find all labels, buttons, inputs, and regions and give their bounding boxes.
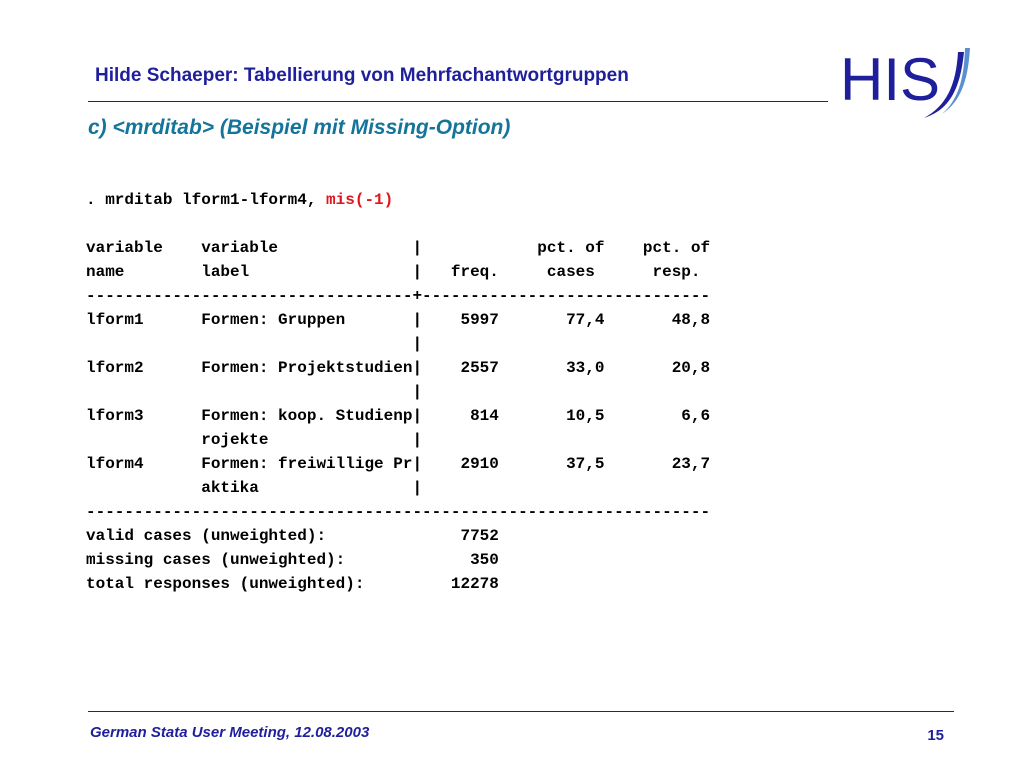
output-line: ----------------------------------------------------------------- [86,503,711,521]
output-line: variable variable | pct. of pct. of [86,239,711,257]
output-line: valid cases (unweighted): 7752 [86,527,499,545]
command-line [86,188,710,212]
output-line: name label | freq. cases resp. [86,263,701,281]
output-line: missing cases (unweighted): 350 [86,551,499,569]
output-line: lform2 Formen: Projektstudien| 2557 33,0 20,8 [86,359,711,377]
output-line: aktika | [86,479,423,497]
output-line [86,212,710,236]
output-line: | [86,383,423,401]
header-divider [88,101,828,102]
output-line: rojekte | [86,431,423,449]
footer-divider [88,711,954,712]
command-option: mis(-1) [326,191,394,209]
output-line: ----------------------------------+------------------------------ [86,287,711,305]
command-text: . mrditab lform1-lform4, [86,191,327,209]
his-logo [838,42,978,122]
output-line: | [86,335,423,353]
stata-output [86,188,710,596]
output-line: lform1 Formen: Gruppen | 5997 77,4 48,8 [86,311,711,329]
slide-header-title: Hilde Schaeper: Tabellierung von Mehrfachantwortgruppen [95,65,629,86]
slide-subtitle: c) <mrditab> (Beispiel mit Missing-Option) [88,116,511,139]
footer-event-text: German Stata User Meeting, 12.08.2003 [90,724,370,741]
page-number: 15 [927,727,944,744]
output-line: total responses (unweighted): 12278 [86,575,499,593]
output-line: lform4 Formen: freiwillige Pr| 2910 37,5 23,7 [86,455,711,473]
output-line: lform3 Formen: koop. Studienp| 814 10,5 6,6 [86,407,711,425]
his-logo-text: HIS [840,46,941,113]
